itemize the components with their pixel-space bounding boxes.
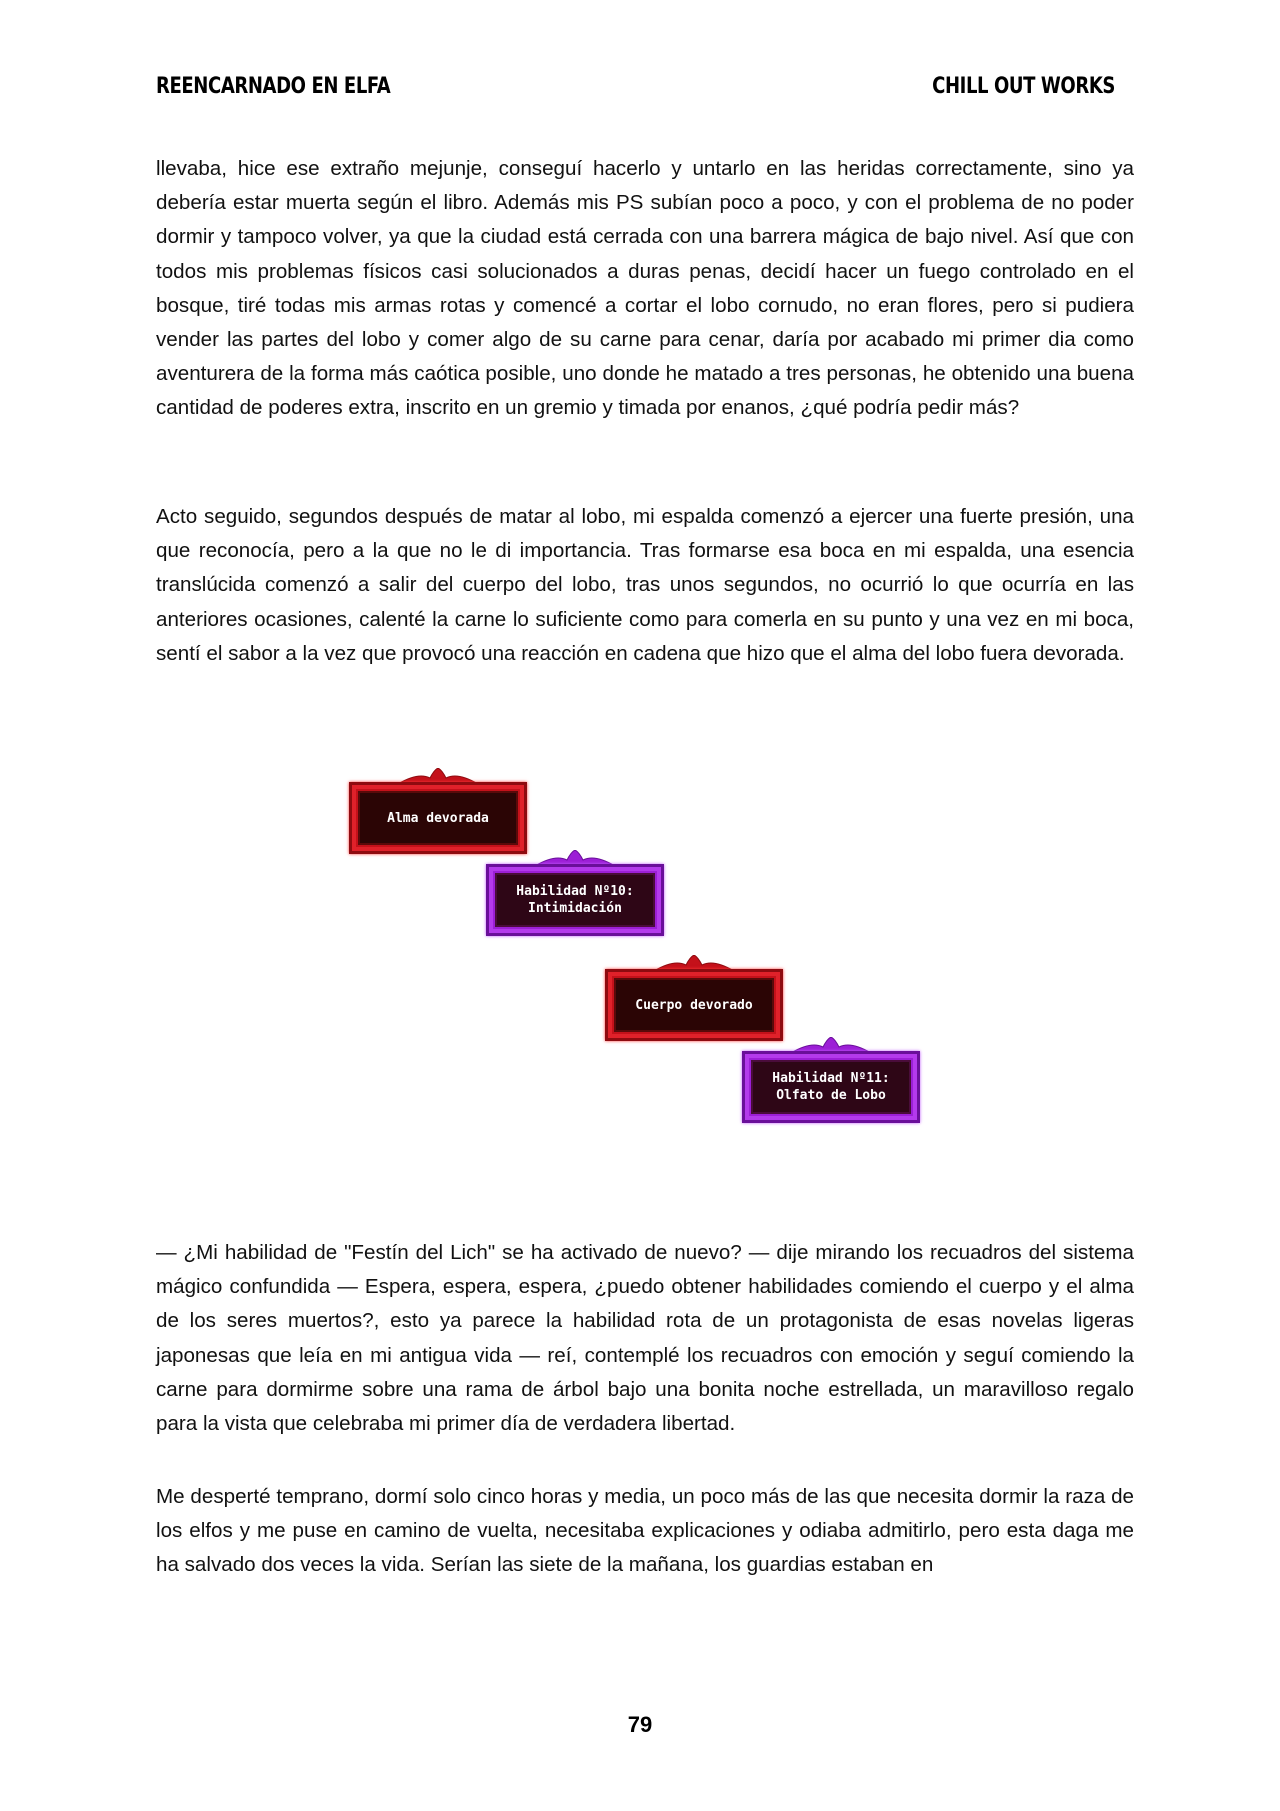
page-number: 79 xyxy=(627,1712,653,1737)
paragraph-1: llevaba, hice ese extraño mejunje, conseguí hacerlo y untarlo en las heridas correctamente, sino ya debería estar muerta según el libro. Además mis PS subían poco a poco, y con el problema de no poder dormir y tampoco volver, ya que la ciudad está cerrada con una barrera mágica de bajo nivel. Así que con todos mis problemas físicos casi solucionados a duras penas, decidí hacer un fuego controlado en el bosque, tiré todas mis armas rotas y comencé a cortar el lobo cornudo, no eran flores, pero si pudiera vender las partes del lobo y comer algo de su carne para cenar, daría por acabado mi primer dia como aventurera de la forma más caótica posible, uno donde he matado a tres personas, he obtenido una buena cantidad de poderes extra, inscrito en un gremio y timada por enanos, ¿qué podría pedir más? xyxy=(156,157,1134,420)
system-box-habilidad-10 xyxy=(486,864,664,936)
paragraph-4: Me desperté temprano, dormí solo cinco horas y media, un poco más de las que necesita dormir la raza de los elfos y me puse en camino de vuelta, necesitaba explicaciones y odiaba admitirlo, pero esta daga me ha salvado dos veces la vida. Serían las siete de la mañana, los guardias estaban en xyxy=(156,1485,1134,1577)
system-box-alma-devorada xyxy=(349,782,527,854)
book-title: REENCARNADO EN ELFA xyxy=(156,74,391,99)
system-box-text: Habilidad Nº10: Intimidación xyxy=(497,875,653,925)
paragraph-3: — ¿Mi habilidad de "Festín del Lich" se ha activado de nuevo? — dije mirando los recuadros del sistema mágico confundida — Espera, espera, espera, ¿puedo obtener habilidades comiendo el cuerpo y el alma de los seres muertos?, esto ya parece la habilidad rota de un protagonista de esas novelas ligeras japonesas que leía en mi antigua vida — reí, contemplé los recuadros con emoción y seguí comiendo la carne para dormirme sobre una rama de árbol bajo una bonita noche estrellada, un maravilloso regalo para la vista que celebraba mi primer día de verdadera libertad. xyxy=(156,1241,1134,1436)
system-box-habilidad-11 xyxy=(742,1051,920,1123)
system-box-text: Alma devorada xyxy=(360,793,516,843)
paragraph-2: Acto seguido, segundos después de matar al lobo, mi espalda comenzó a ejercer una fuerte presión, una que reconocía, pero a la que no le di importancia. Tras formarse esa boca en mi espalda, una esencia translúcida comenzó a salir del cuerpo del lobo, tras unos segundos, no ocurrió lo que ocurría en las anteriores ocasiones, calenté la carne lo suficiente como para comerla en su punto y una vez en mi boca, sentí el sabor a la vez que provocó una reacción en cadena que hizo que el alma del lobo fuera devorada. xyxy=(156,505,1134,665)
system-box-text: Habilidad Nº11: Olfato de Lobo xyxy=(753,1062,909,1112)
system-box-cuerpo-devorado xyxy=(605,969,783,1041)
system-box-text: Cuerpo devorado xyxy=(616,980,772,1030)
publisher-name: CHILL OUT WORKS xyxy=(932,74,1115,99)
